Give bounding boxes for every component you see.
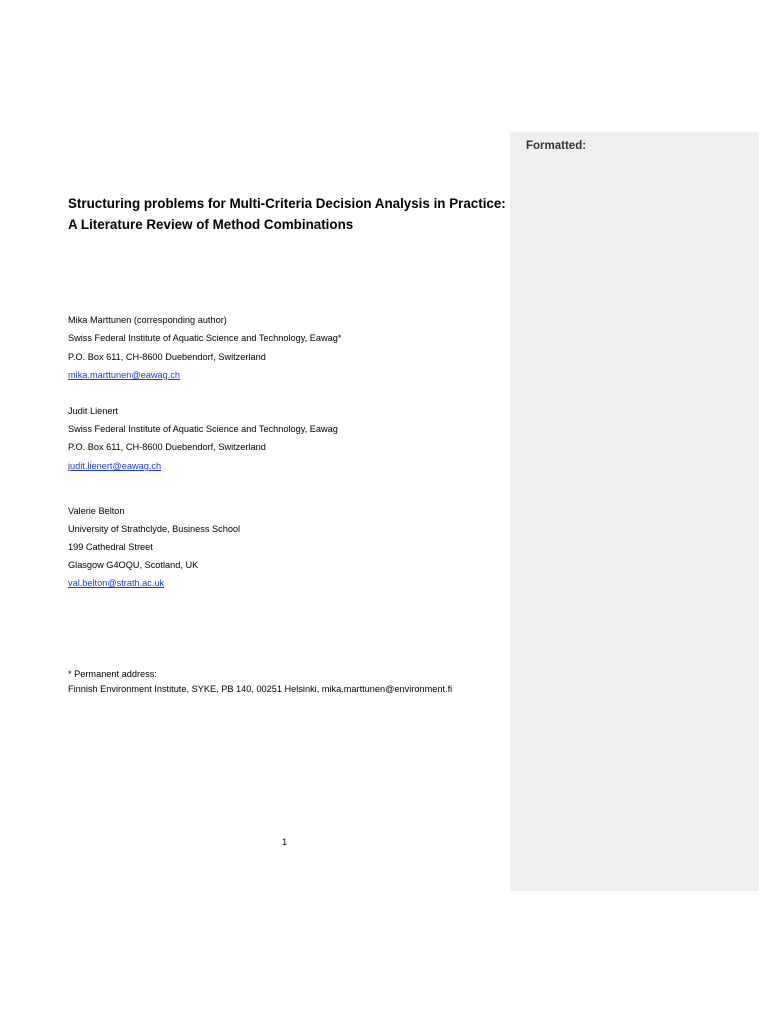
footnote-text: Finnish Environment Institute, SYKE, PB 140, 00251 Helsinki, mika.marttunen@environment.fi (68, 684, 453, 694)
comment-pane-title: Formatted: (526, 140, 587, 152)
author-3-name: Valerie Belton (68, 506, 125, 516)
paper-title-line-2: A Literature Review of Method Combinations (68, 217, 354, 232)
author-3-email-link[interactable]: val.belton@strath.ac.uk (68, 578, 165, 588)
author-1-email-link[interactable]: mika.marttunen@eawag.ch (68, 370, 180, 380)
author-1-address: P.O. Box 611, CH-8600 Duebendorf, Switzerland (68, 352, 266, 362)
paper-title-line-1: Structuring problems for Multi-Criteria Decision Analysis in Practice: (68, 196, 506, 211)
footnote-label: * Permanent address: (68, 669, 157, 679)
author-1-name: Mika Marttunen (corresponding author) (68, 315, 227, 325)
author-2-address: P.O. Box 611, CH-8600 Duebendorf, Switzerland (68, 442, 266, 452)
author-2-affiliation: Swiss Federal Institute of Aquatic Science and Technology, Eawag (68, 424, 338, 434)
author-2-name: Judit Lienert (68, 406, 119, 416)
author-2-email-link[interactable]: judit.lienert@eawag.ch (68, 461, 162, 471)
author-3-street: 199 Cathedral Street (68, 542, 153, 552)
paper-title (68, 193, 508, 235)
comment-pane (510, 132, 759, 891)
author-3-affiliation: University of Strathclyde, Business School (68, 524, 241, 534)
author-1-affiliation: Swiss Federal Institute of Aquatic Science and Technology, Eawag* (68, 333, 342, 343)
page-number: 1 (282, 837, 288, 847)
author-3-city: Glasgow G4OQU, Scotland, UK (68, 560, 199, 570)
